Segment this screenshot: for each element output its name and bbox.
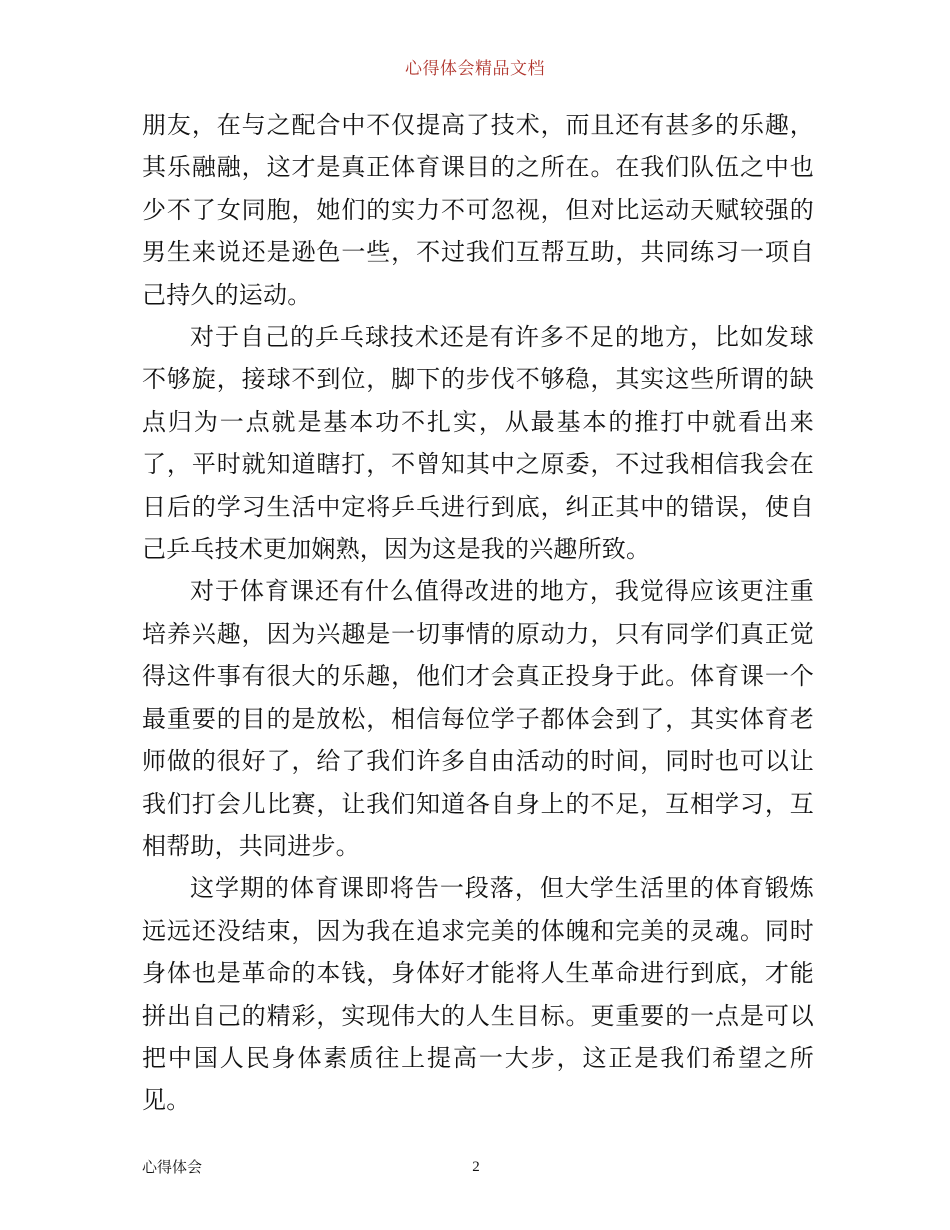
paragraph-conclusion: 这学期的体育课即将告一段落，但大学生活里的体育锻炼远远还没结束，因为我在追求完美的体魄和完美的灵魂。同时身体也是革命的本钱，身体好才能将人生革命进行到底，才能拼出自己的精彩，实现伟大的人生目标。更重要的一点是可以把中国人民身体素质往上提高一大步，这正是我们希望之所见。	[142, 874, 814, 1115]
paragraph-continuation: 朋友，在与之配合中不仅提高了技术，而且还有甚多的乐趣，其乐融融，这才是真正体育课目的之所在。在我们队伍之中也少不了女同胞，她们的实力不可忽视，但对比运动天赋较强的男生来说还是逊色一些，不过我们互帮互助，共同练习一项自己持久的运动。	[142, 111, 814, 309]
paragraph-table-tennis-skills: 对于自己的乒乓球技术还是有许多不足的地方，比如发球不够旋，接球不到位，脚下的步伐不够稳，其实这些所谓的缺点归为一点就是基本功不扎实，从最基本的推打中就看出来了，平时就知道瞎打，不曾知其中之原委，不过我相信我会在日后的学习生活中定将乒乓进行到底，纠正其中的错误，使自己乒乓技术更加娴熟，因为这是我的兴趣所致。	[142, 323, 814, 564]
page-header-title: 心得体会精品文档	[405, 59, 545, 79]
page-number: 2	[472, 1159, 480, 1175]
paragraph-pe-improvements: 对于体育课还有什么值得改进的地方，我觉得应该更注重培养兴趣，因为兴趣是一切事情的原动力，只有同学们真正觉得这件事有很大的乐趣，他们才会真正投身于此。体育课一个最重要的目的是放松，相信每位学子都体会到了，其实体育老师做的很好了，给了我们许多自由活动的时间，同时也可以让我们打会儿比赛，让我们知道各自身上的不足，互相学习，互相帮助，共同进步。	[142, 577, 814, 860]
footer-label: 心得体会	[142, 1158, 203, 1176]
document-body	[142, 104, 814, 1122]
